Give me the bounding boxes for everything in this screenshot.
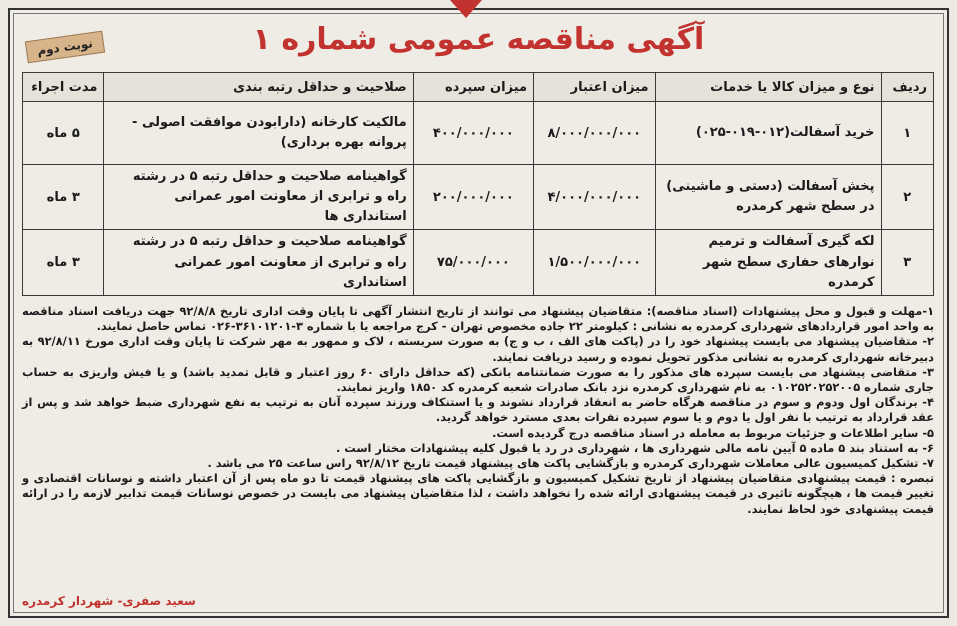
header-row-number: ردیف <box>881 73 933 102</box>
credit-cell: ۴/۰۰۰/۰۰۰/۰۰۰ <box>534 165 655 230</box>
goods-type-cell <box>655 230 881 295</box>
duration-cell: ۳ ماه <box>23 230 104 295</box>
term-item: ۵- سایر اطلاعات و جزئیات مربوط به معامله در اسناد مناقصه درج گردیده است. <box>492 425 934 440</box>
header-duration: مدت اجراء <box>23 73 104 102</box>
term-item: ۳- متقاضی پیشنهاد می بایست سپرده های مذکور را به صورت ضمانتنامه بانکی (که حداقل دارای ۶۰ روز اعتبار و قابل تمدید باشد) و یا فیش واریزی به حساب جاری شماره ۰۱۰۲۵۲۰۲۵۲۰۰۵ به نام شهرداری کرمدره نزد بانک صادرات شعبه کرمدره کد ۱۸۵۰ واریز نمایند. <box>22 364 934 395</box>
duration-cell: ۵ ماه <box>23 102 104 165</box>
table-row <box>23 230 934 295</box>
terms-section <box>22 304 934 517</box>
credit-cell: ۸/۰۰۰/۰۰۰/۰۰۰ <box>534 102 655 165</box>
table-row <box>23 165 934 230</box>
qualification-text: گواهینامه صلاحیت و حداقل رتبه ۵ در رشته راه و ترابری از معاونت امور عمرانی استانداری ها <box>132 169 407 225</box>
mayor-signature: سعید صفری- شهردار کرمدره <box>22 594 196 608</box>
term-item: ۶- به استناد بند ۵ ماده ۵ آیین نامه مالی شهرداری ها ، شهرداری در رد یا قبول کلیه پیشنهادات مختار است . <box>335 440 934 455</box>
term-item: ۱-مهلت و قبول و محل پیشنهادات (اسناد مناقصه): متقاضیان پیشنهاد می توانند از تاریخ انتشار آگهی تا پایان وقت اداری تاریخ ۹۲/۸/۸ جهت دریافت اسناد مناقصه به واحد امور قراردادهای شهرداری کرمدره به نشانی : کیلومتر ۲۲ جاده مخصوص تهران - کرج مراجعه یا با شماره ۳-۳۶۱۰۱۲۰۱-۰۲۶ تماس حاصل نمایند. <box>22 304 935 334</box>
credit-cell: ۱/۵۰۰/۰۰۰/۰۰۰ <box>534 230 655 295</box>
goods-type-text: پخش آسفالت (دستی و ماشینی) در سطح شهر کرمدره <box>666 179 875 215</box>
header-credit: میزان اعتبار <box>534 73 655 102</box>
qualification-cell <box>104 230 413 295</box>
tender-table <box>22 72 934 296</box>
notice-title: آگهی مناقصه عمومی شماره ۱ <box>252 22 705 57</box>
row-number: ۱ <box>881 102 933 165</box>
deposit-cell: ۷۵/۰۰۰/۰۰۰ <box>413 230 533 295</box>
qualification-text: گواهینامه صلاحیت و حداقل رتبه ۵ در رشته راه و ترابری از معاونت امور عمرانی استانداری <box>132 234 407 290</box>
qualification-cell <box>104 102 413 165</box>
qualification-cell <box>104 165 413 230</box>
term-note: تبصره : قیمت پیشنهادی متقاضیان پیشنهاد از تاریخ تشکیل کمیسیون و بازگشایی پاکت های پیشنهاد قیمت تا دو ماه پس از آن اعتبار داشته و نوسانات اقتصادی و تغییر قیمت ها ، هیچگونه تاثیری در قیمت پیشنهادی ارائه شده را نخواهد داشت ، لذا متقاضیان پیشنهاد می بایست در خصوص نوسانات قیمت تدابیر لازمه را در ارائه قیمت پیشنهادی خود لحاظ نمایند. <box>22 471 934 516</box>
row-number: ۲ <box>881 165 933 230</box>
goods-type-text: لکه گیری آسفالت و ترمیم نوارهای حفاری سطح شهر کرمدره <box>702 234 875 290</box>
term-item: ۴- برندگان اول ودوم و سوم در مناقصه هرگاه حاضر به انعقاد قرارداد نشوند و یا استنکاف ورزند سپرده آنان به ترتیب به نفع شهرداری ضبط خواهد شد و پس از عقد قرارداد به ترتیب با نفر اول یا دوم و یا سوم سپرده نفرات بعدی مسترد خواهد گردید. <box>22 395 934 425</box>
row-number: ۳ <box>881 230 933 295</box>
duration-cell: ۳ ماه <box>23 165 104 230</box>
table-header-row <box>23 73 934 102</box>
header-deposit: میزان سپرده <box>413 73 533 102</box>
round-badge: نوبت دوم <box>25 31 105 64</box>
term-item: ۷- تشکیل کمیسیون عالی معاملات شهرداری کرمدره و بازگشایی پاکت های پیشنهاد قیمت تاریخ ۹۲/۸/۱۲ راس ساعت ۲۵ می باشد . <box>207 456 934 471</box>
qualification-text: مالکیت کارخانه (دارابودن موافقت اصولی - پروانه بهره برداری) <box>132 114 407 150</box>
header-goods-type: نوع و میزان کالا یا خدمات <box>655 73 881 102</box>
deposit-cell: ۲۰۰/۰۰۰/۰۰۰ <box>413 165 533 230</box>
term-item: ۲- متقاضیان پیشنهاد می بایست پیشنهاد خود را در (پاکت های الف ، ب و ج) به صورت سربسته ، لاک و ممهور به مهر شرکت تا پایان وقت اداری مورخ ۹۲/۸/۱۱ به دبیرخانه شهرداری کرمدره به نشانی مذکور تحویل نموده و رسید دریافت نمایند. <box>22 334 934 364</box>
top-ornament-icon <box>450 0 482 18</box>
goods-type-cell <box>655 102 881 165</box>
goods-type-cell <box>655 165 881 230</box>
header-qualification: صلاحیت و حداقل رتبه بندی <box>104 73 413 102</box>
table-row <box>23 102 934 165</box>
deposit-cell: ۴۰۰/۰۰۰/۰۰۰ <box>413 102 533 165</box>
goods-type-text: خرید آسفالت(۰۱۲-۰۱۹-۰۲۵) <box>695 124 875 140</box>
